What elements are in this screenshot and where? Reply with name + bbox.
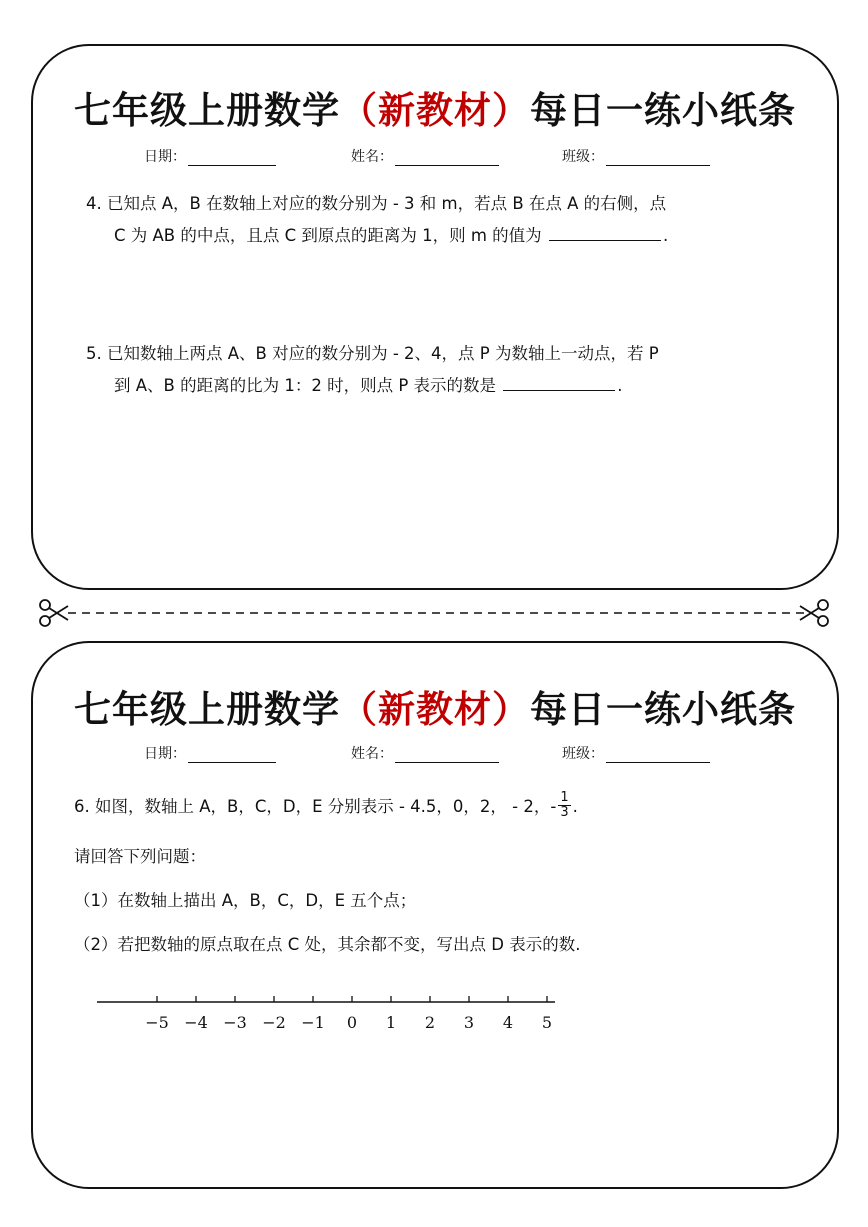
- question-5-line-2: 到 A、B 的距离的比为 1：2 时，则点 P 表示的数是 .: [114, 370, 623, 402]
- number-line: [95, 987, 555, 1037]
- name-field[interactable]: 姓名：: [351, 743, 499, 763]
- tick-label: 5: [541, 1013, 553, 1032]
- date-field[interactable]: 日期：: [144, 146, 276, 166]
- title-paren-open: （: [340, 687, 378, 731]
- title-highlight: 新教材: [378, 687, 492, 731]
- name-field[interactable]: 姓名：: [351, 146, 499, 166]
- tick-label: 2: [424, 1013, 436, 1032]
- tick-label: 4: [502, 1013, 514, 1032]
- meta-row: [33, 743, 837, 765]
- answer-blank[interactable]: [549, 222, 661, 241]
- practice-card-2: [31, 641, 839, 1189]
- cut-line: [0, 596, 868, 630]
- tick-label: −1: [301, 1013, 325, 1032]
- tick-label: 0: [346, 1013, 358, 1032]
- fraction: $\frac{1}{3}$: [560, 790, 569, 820]
- tick-label: −3: [223, 1013, 247, 1032]
- date-field[interactable]: 日期：: [144, 743, 276, 763]
- title-highlight: 新教材: [378, 88, 492, 132]
- class-field[interactable]: 班级：: [562, 743, 710, 763]
- tick-label: −5: [145, 1013, 169, 1032]
- question-6-part-1: （1）在数轴上描出 A，B，C，D，E 五个点；: [74, 891, 417, 910]
- question-4-line-2: C 为 AB 的中点，且点 C 到原点的距离为 1，则 m 的值为 .: [114, 220, 668, 252]
- question-6-part-2: （2）若把数轴的原点取在点 C 处，其余都不变，写出点 D 表示的数.: [74, 935, 581, 954]
- question-6-line-1: 6. 如图，数轴上 A，B，C，D，E 分别表示 - 4.5，0，2， - 2，- $\frac{1}{3}$ .: [74, 790, 578, 820]
- tick-label: 3: [463, 1013, 475, 1032]
- page-title: 七年级上册数学（新教材）每日一练小纸条: [74, 88, 796, 132]
- question-5-line-1: 5. 已知数轴上两点 A、B 对应的数分别为 - 2、4，点 P 为数轴上一动点，若 P: [86, 344, 659, 363]
- title-paren-close: ）: [492, 687, 530, 731]
- answer-blank[interactable]: [503, 372, 615, 391]
- tick-label: −2: [262, 1013, 286, 1032]
- title-paren-open: （: [340, 88, 378, 132]
- class-field[interactable]: 班级：: [562, 146, 710, 166]
- title-paren-close: ）: [492, 88, 530, 132]
- question-4-line-1: 4. 已知点 A，B 在数轴上对应的数分别为 - 3 和 m，若点 B 在点 A 的右侧，点: [86, 194, 667, 213]
- meta-row: [33, 146, 837, 168]
- page-title: 七年级上册数学（新教材）每日一练小纸条: [74, 687, 796, 731]
- question-6-prompt: 请回答下列问题：: [74, 847, 206, 866]
- tick-label: 1: [385, 1013, 397, 1032]
- scissors-icon: [800, 600, 828, 626]
- scissors-icon: [40, 600, 68, 626]
- practice-card-1: [31, 44, 839, 590]
- tick-label: −4: [184, 1013, 208, 1032]
